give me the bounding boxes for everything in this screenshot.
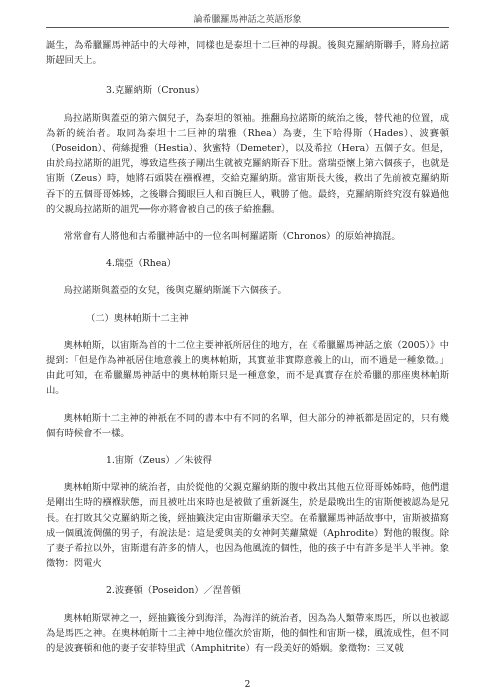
paragraph-poseidon: 奧林帕斯眾神之一，經抽籤後分到海洋，為海洋的統治者，因為為人類帶來馬匹，所以也被認為是馬匹之神。在奧林帕斯十二主神中地位僅次於宙斯，他的個性和宙斯一樣，風流成性，但不同的是波賽頓和他的妻子安菲特里武（Amphitrite）有一段美好的婚姻。象徵物：三叉戟 bbox=[46, 612, 449, 655]
heading-cronus: 3.克羅納斯（Cronus） bbox=[106, 85, 205, 97]
paragraph-gaia-conclusion: 誕生，為希臘羅馬神話中的大母神，同樣也是泰坦十二巨神的母親。後與克羅納斯聯手，將烏拉諾斯趕回天上。 bbox=[46, 40, 449, 67]
page-body bbox=[46, 38, 449, 656]
header-divider bbox=[46, 27, 449, 28]
section-title-olympians: （二）奧林帕斯十二主神 bbox=[86, 312, 189, 324]
paragraph-olympus-definition: 奧林帕斯，以宙斯為首的十二位主要神祇所居住的地方，在《希臘羅馬神話之旅（2005）》中提到：「但是作為神祇居住地意義上的奧林帕斯，其實並非實際意義上的山，而不過是一種象徵。」由此可知，在希臘羅馬神話中的奧林帕斯只是一種意象，而不是真實存在於希臘的那座奧林帕斯山。 bbox=[46, 339, 449, 397]
paragraph-chronos-note: 常常會有人將他和古希臘神話中的一位名叫柯羅諾斯（Chronos）的原始神搞混。 bbox=[63, 231, 401, 243]
paragraph-rhea: 烏拉諾斯與蓋亞的女兒，後與克羅納斯誕下六個孩子。 bbox=[63, 285, 287, 297]
page-number: 2 bbox=[244, 680, 251, 690]
running-header: 論希臘羅馬神話之英語形象 bbox=[193, 15, 302, 25]
paragraph-zeus: 奧林帕斯中眾神的統治者，由於從他的父親克羅納斯的腹中救出其他五位哥哥姊姊時，他們還是剛出生時的襁褓狀態，而且被吐出來時也是被做了重新誕生，於是最晚出生的宙斯便被認為是兄長。在打敗其父克羅納斯之後，經抽籤決定由宙斯繼承天空。在希臘羅馬神話故事中，宙斯被描寫成一個風流倜儻的男子，有說法是：這是愛與美的女神阿芙蘿黛媞（Aphrodite）對他的報復。除了妻子希拉以外，宙斯還有許多的情人，也因為他風流的個性，他的孩子中有許多是半人半神。象徵物：閃電火 bbox=[46, 482, 449, 570]
paragraph-olympus-list: 奧林帕斯十二主神的神祇在不同的書本中有不同的名單，但大部分的神祇都是固定的，只有幾個有時候會不一樣。 bbox=[46, 412, 449, 439]
heading-zeus: 1.宙斯（Zeus）／朱彼得 bbox=[106, 455, 212, 467]
heading-rhea: 4.瑞亞（Rhea） bbox=[106, 258, 177, 270]
paragraph-cronus: 烏拉諾斯與蓋亞的第六個兒子，為泰坦的領袖。推翻烏拉諾斯的統治之後，替代祂的位置，成為新的統治者。取同為泰坦十二巨神的瑞雅（Rhea）為妻，生下哈得斯（Hades）、波賽頓（Poseidon）、荷絲提雅（Hestia）、狄蜜特（Demeter），以及希拉（Hera）五個子女。但是，由於烏拉諾斯的詛咒，導致這些孩子剛出生就被克羅納斯吞下肚。當瑞亞懷上第六個孩子，也就是宙斯（Zeus）時，她將石頭裝在襁褓裡，交給克羅納斯。當宙斯長大後，救出了先前被克羅納斯吞下的五個哥哥姊姊，之後聯合獨眼巨人和百腕巨人，戰勝了他。最終，克羅納斯終究沒有躲過他的父親烏拉諾斯的詛咒──你亦將會被自己的孩子給推翻。 bbox=[46, 112, 449, 215]
heading-poseidon: 2.波賽頓（Poseidon）／涅普頓 bbox=[106, 585, 241, 597]
